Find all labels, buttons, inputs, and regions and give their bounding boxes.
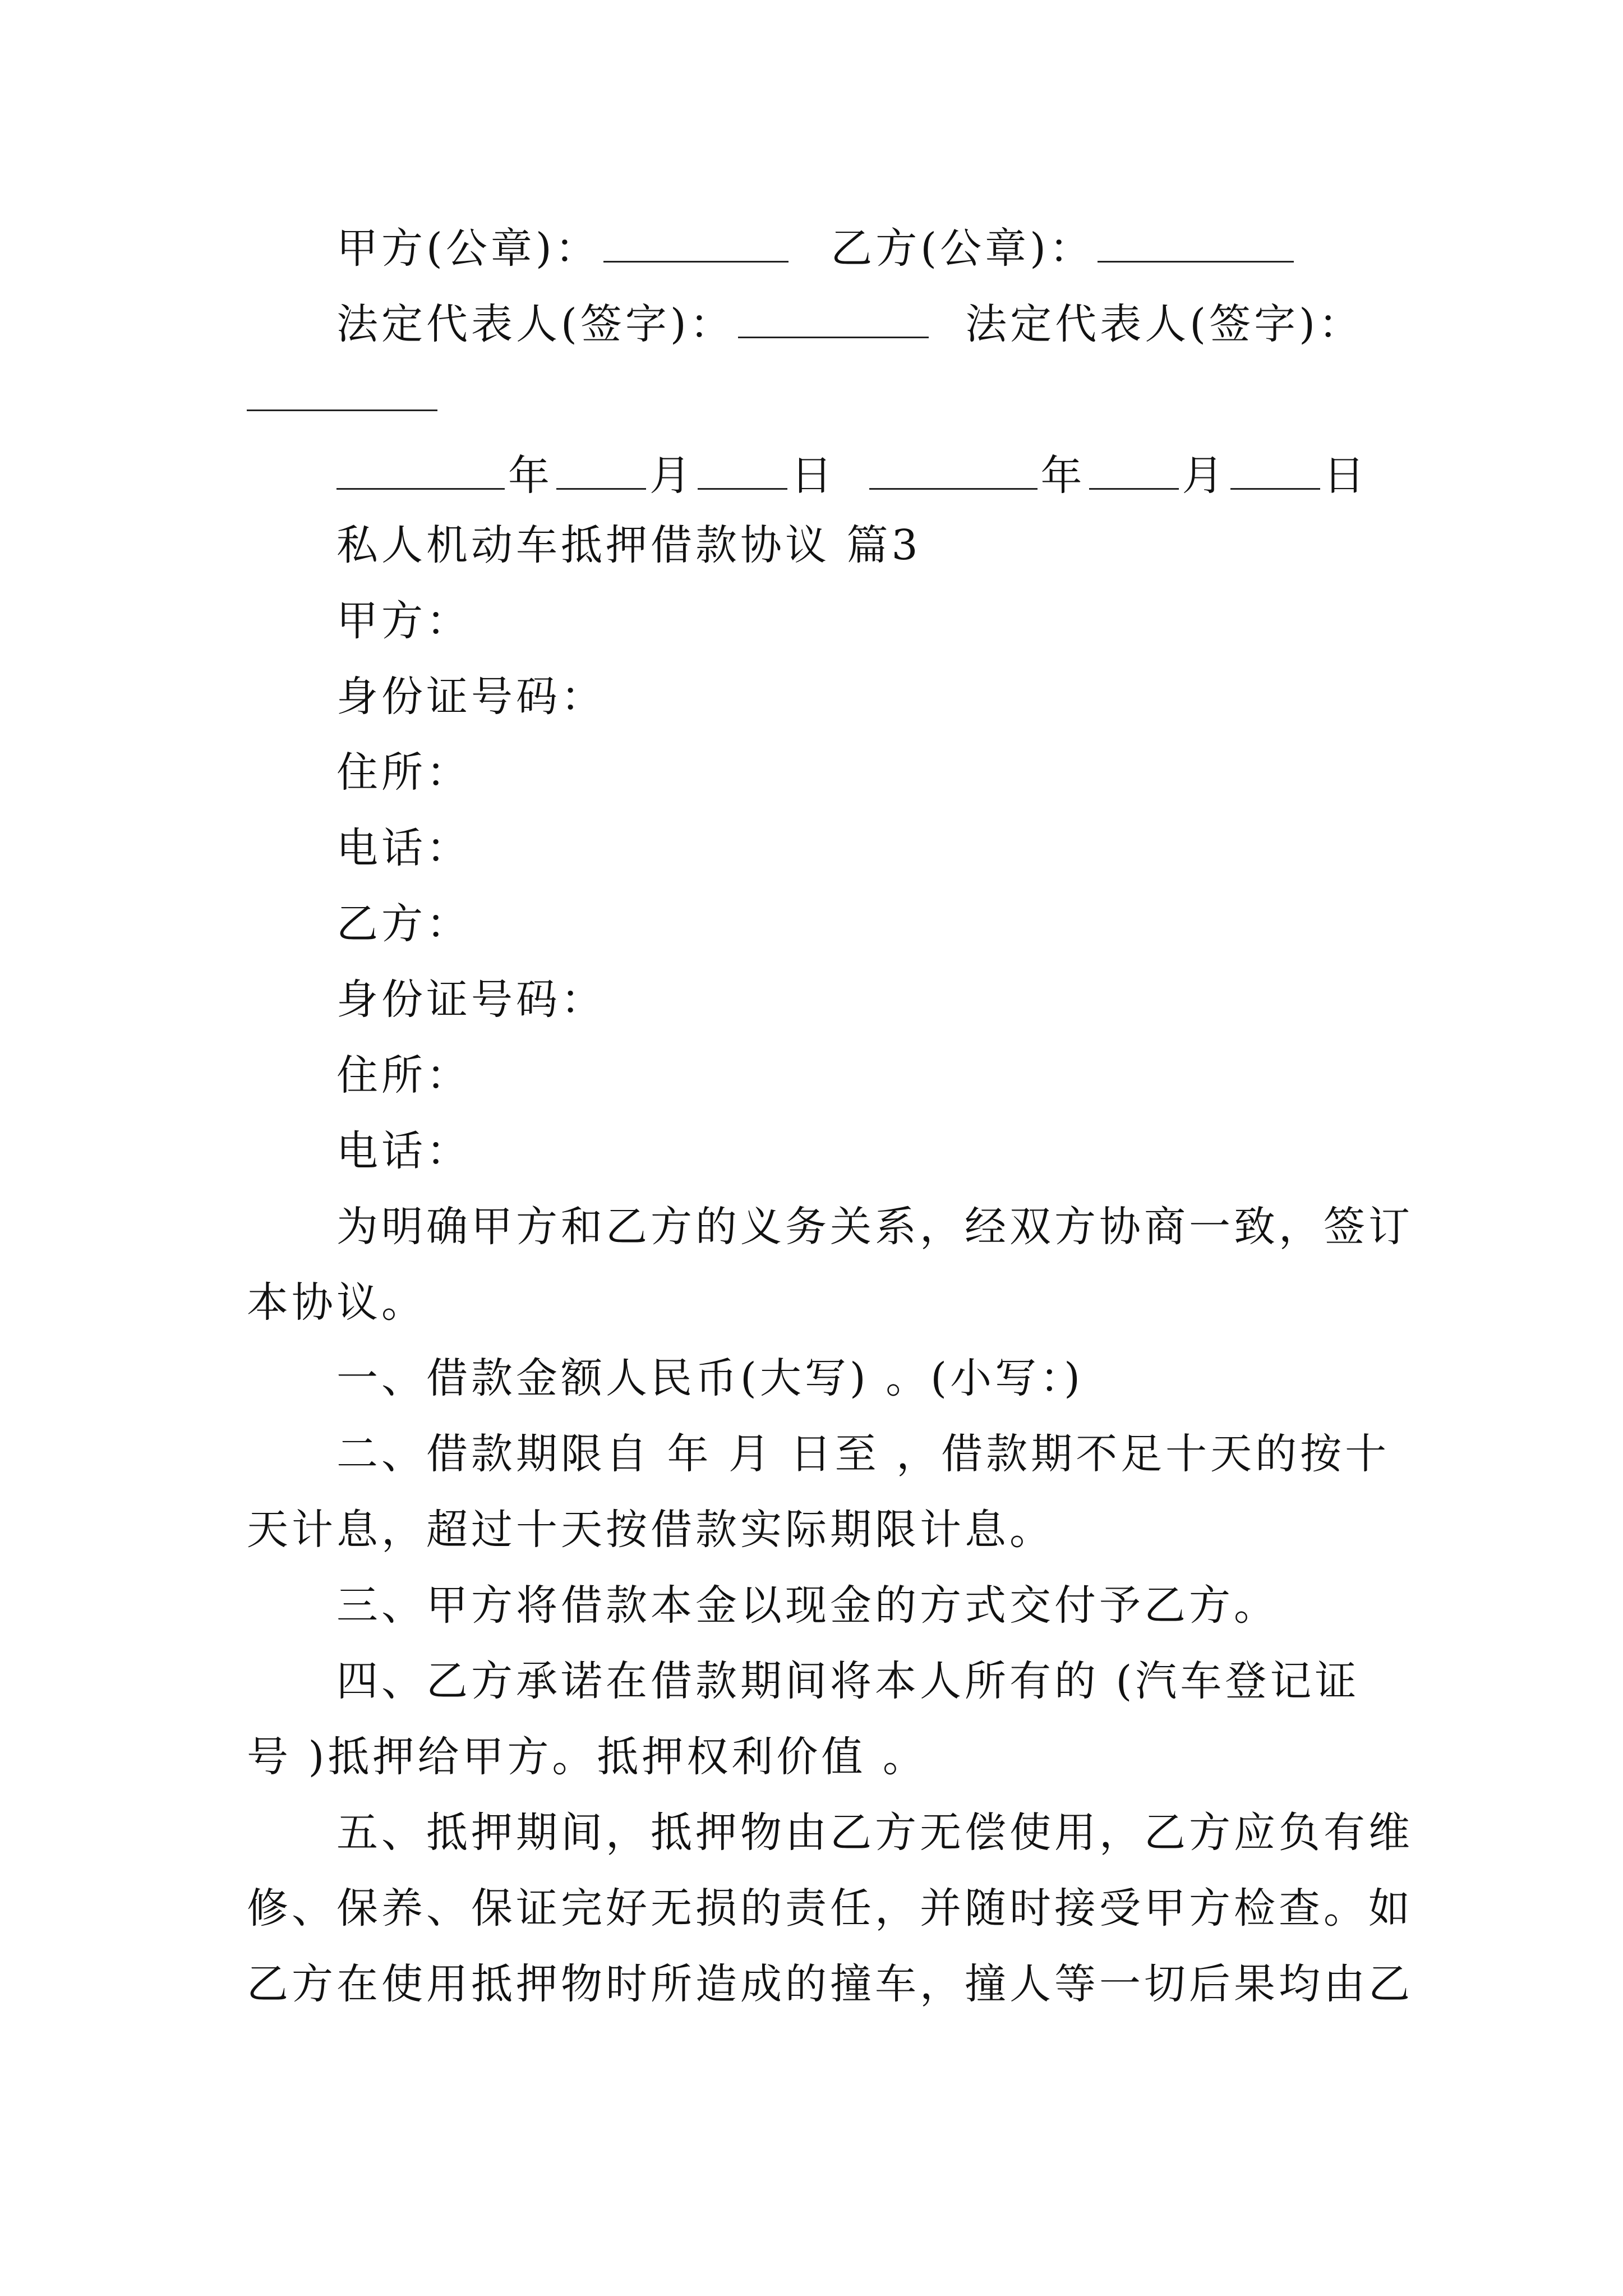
party-b-seal-label: 乙方(公章)： bbox=[831, 224, 1095, 273]
clause-4-line-1: 四、乙方承诺在借款期间将本人所有的 (汽车登记证 bbox=[336, 1657, 1360, 1705]
date-b-day-blank bbox=[1230, 449, 1320, 490]
date-a-year: 年 bbox=[508, 452, 553, 500]
section-title: 私人机动车抵押借款协议 篇3 bbox=[336, 521, 921, 569]
date-b-year: 年 bbox=[1040, 452, 1086, 500]
seal-line bbox=[336, 222, 1486, 273]
date-b-month-blank bbox=[1089, 449, 1179, 490]
clause-5-line-2: 修、保养、保证完好无损的责任，并随时接受甲方检查。如 bbox=[247, 1884, 1413, 1932]
rep-sign-a-label: 法定代表人(签字)： bbox=[336, 300, 735, 348]
rep-sign-b-blank bbox=[247, 370, 437, 411]
clause-4-line-2: 号 )抵押给甲方。抵押权利价值 。 bbox=[247, 1733, 928, 1781]
rep-sign-a-blank bbox=[738, 297, 929, 338]
party-b-id-label: 身份证号码： bbox=[336, 976, 606, 1024]
party-a-label: 甲方： bbox=[336, 597, 471, 645]
clause-5-line-3: 乙方在使用抵押物时所造成的撞车，撞人等一切后果均由乙 bbox=[247, 1960, 1413, 2008]
rep-sign-b-blank-line bbox=[247, 370, 1396, 418]
date-b-month: 月 bbox=[1182, 452, 1227, 500]
party-b-label: 乙方： bbox=[336, 900, 471, 948]
party-b-phone-label: 电话： bbox=[336, 1127, 471, 1175]
clause-1: 一、借款金额人民币(大写) 。(小写：) bbox=[336, 1354, 1084, 1402]
party-a-phone-label: 电话： bbox=[336, 824, 471, 872]
date-a-month-blank bbox=[556, 449, 646, 490]
party-a-seal-blank bbox=[603, 222, 789, 263]
party-a-seal-label: 甲方(公章)： bbox=[336, 224, 600, 273]
date-b-day: 日 bbox=[1323, 452, 1368, 500]
date-line bbox=[336, 449, 1486, 500]
date-a-day-blank bbox=[698, 449, 787, 490]
date-a-year-blank bbox=[336, 449, 505, 490]
party-a-id-label: 身份证号码： bbox=[336, 673, 606, 721]
clause-3: 三、甲方将借款本金以现金的方式交付予乙方。 bbox=[336, 1581, 1279, 1630]
date-a-month: 月 bbox=[649, 452, 694, 500]
date-b-year-blank bbox=[869, 449, 1038, 490]
clause-2-line-2: 天计息，超过十天按借款实际期限计息。 bbox=[247, 1506, 1054, 1554]
clause-5-line-1: 五、抵押期间，抵押物由乙方无偿使用，乙方应负有维 bbox=[336, 1809, 1413, 1857]
intro-line-1: 为明确甲方和乙方的义务关系，经双方协商一致，签订 bbox=[336, 1203, 1413, 1251]
rep-sign-b-label: 法定代表人(签字)： bbox=[965, 300, 1364, 348]
intro-line-2: 本协议。 bbox=[247, 1278, 426, 1327]
date-a-day: 日 bbox=[791, 452, 836, 500]
representative-line bbox=[336, 297, 1486, 348]
party-b-seal-blank bbox=[1098, 222, 1294, 263]
party-a-address-label: 住所： bbox=[336, 748, 471, 797]
clause-2-line-1: 二、借款期限自 年 月 日至 ，借款期不足十天的按十 bbox=[336, 1430, 1390, 1478]
party-b-address-label: 住所： bbox=[336, 1051, 471, 1099]
